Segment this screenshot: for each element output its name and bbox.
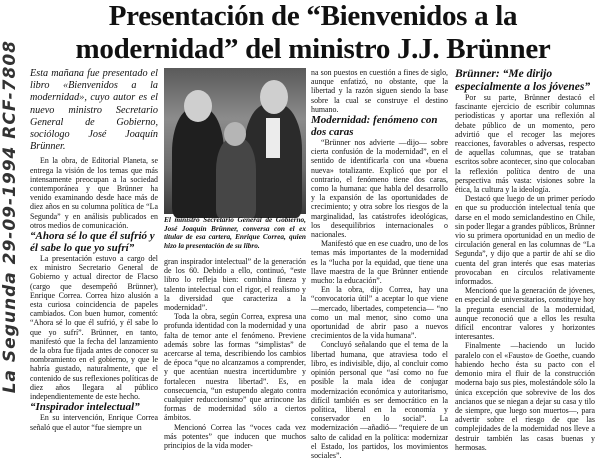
paragraph: “Brünner nos advierte —dijo— sobre cierta confusión de la modernidad”, en el sentido de identificarla con una «buena nueva» totalizante. Explicó que por el contrario, el fenómeno tiene dos caras, como la humana: que habla del desarrollo y la expansión de las oportunidades de crecimiento; y otra sobre los riesgos de la marginalidad, las catástrofes ideológicas, los desequilibrios internacionales o nacionales. bbox=[311, 138, 448, 240]
subheading: Brünner: “Me dirijo especialmente a los jóvenes” bbox=[455, 68, 591, 93]
article-column-4 bbox=[455, 68, 595, 452]
subheading: Modernidad: fenómeno con dos caras bbox=[311, 114, 438, 139]
archive-stamp-text: La Segunda 29-09-1994 RCF-7808 bbox=[0, 40, 20, 394]
archive-stamp bbox=[0, 40, 26, 448]
paragraph: Mencionó que la generación de jóvenes, en especial de universitarios, constituye hoy la pregunta esencial de la modernidad, aunque reconoció que a ellos les resulta difícil encontrar valores y horizontes interesantes. bbox=[455, 286, 595, 342]
paragraph: Por su parte, Brünner destacó el fascinante ejercicio de escribir columnas periodísticas y aportar una reflexión al debate público de un momento, pero advirtió que el recoger las mejores reacciones, favorables o adversas, respecto de aquellas columnas, que se trataban escritos sobre acontecer, sino que colocaban la reflexión política dentro de una perspectiva más vasta: visiones sobre la ética, la cultura y la ideología. bbox=[455, 93, 595, 195]
headline: Presentación de “Bienvenidos a la modernidad” del ministro J.J. Brünner bbox=[75, 0, 551, 65]
subheading: “Inspirador intelectual” bbox=[30, 401, 140, 414]
paragraph: En la obra, de Editorial Planeta, se entrega la visión de los temas que más intensamente preocupan a la sociedad contemporánea y que Brünner ha venido examinando desde hace más de diez años en su columna política de “La Segunda” y en análisis publicados en otros medios de comunicación. bbox=[30, 156, 158, 230]
paragraph: Mencionó Correa las “voces cada vez más potentes” que inducen que muchos principios de la vida moder- bbox=[164, 422, 306, 451]
paragraph: Destacó que luego de un primer período en que su producción intelectual tenía que darse en el modo semiclandestino en Chile, sin poder llegar a grandes públicos, Brünner vio su primera oportunidad en un medio de circulación general en las columnas de “La Segunda”, y dijo que a partir de ahí se dio cuenta del gran interés que esas materias provocaban en círculos relativamente informados. bbox=[455, 194, 595, 287]
paragraph: En su intervención, Enrique Correa señaló que el autor “fue siempre un bbox=[30, 413, 158, 432]
article-column-3 bbox=[311, 68, 448, 460]
paragraph: na son puestos en cuestión a fines de siglo, aunque enfatizó, no obstante, que la libertad y la razón siguen siendo la base sobre la cual se construye el destino humano. bbox=[311, 68, 448, 114]
article-photo bbox=[164, 68, 306, 214]
paragraph: La presentación estuvo a cargo del ex ministro Secretario General de Gobierno y actual director de Flacso (cargo que desempeñó Brünner), Enrique Correa. Correa hizo alusión a esta curiosa coincidencia de papeles cambiados. Con buen humor, comentó: “Ahora sé lo que él sufrió, y él sabe lo que yo sufrí”. Brünner, en tanto, manifestó que la fecha del lanzamiento de la obra fue fijada antes de conocer su nombramiento en el gobierno, y que le habría gustado, naturalmente, que el contenido de sus reflexiones políticas de diez años llegara al público independientemente de este hecho. bbox=[30, 254, 158, 402]
article-column-1 bbox=[30, 68, 158, 448]
paragraph: Finalmente —haciendo un lucido paralelo con el «Fausto» de Goethe, cuando habiendo hecho ésta su pacto con el demonio mira el fluir de la construcción moderna bajo sus pies, molestándole sólo la única excepción que sobrevive de los dos ancianos que se niegan a dejar su casa y tilo de siempre, que luego son muertos—, para advertir sobre el riesgo de que las complejidades de la modernidad nos lleve a destruir también las casas buenas y hermosas. bbox=[455, 341, 595, 452]
article-column-2 bbox=[164, 257, 306, 451]
subheading: “Ahora sé lo que él sufrió y él sabe lo que yo sufrí” bbox=[30, 230, 155, 255]
paragraph: Manifestó que en ese cuadro, uno de los temas más importantes de la modernidad es la “lucha por la equidad, que tiene una llave maestra de la que Brünner entiende mucho: la educación”. bbox=[311, 239, 448, 286]
paragraph: En la obra, dijo Correa, hay una “convocatoria útil” a aceptar lo que viene —mercado, libertades, competencia— “no como un mal menor, sino como una oportunidad de abrir paso a nuevos crecimientos de la vida humana”. bbox=[311, 285, 448, 341]
photo-caption: El ministro Secretario General de Gobierno, José Joaquín Brünner, conversa con el ex titular de esa cartera, Enrique Correa, quien hizo la presentación de su libro. bbox=[164, 215, 306, 250]
paragraph: Toda la obra, según Correa, expresa una profunda identidad con la modernidad y una falta de temor ante el fenómeno. Previene además sobre las formas “simplistas” de acercarse al tema, describiendo los cambios de época “que no alcanzamos a comprender, y que acentúan nuestra incertidumbre y fortalecen nuestra libertad”. Es, en consecuencia, “un estupendo alegato contra cualquier reduccionismo” que arrincone las formas de modernidad sólo a ciertos ámbitos. bbox=[164, 312, 306, 423]
paragraph: gran inspirador intelectual” de la generación de los 60. Debido a ello, continuó, “este libro lo refleja bien: combina fineza y talento intelectual con el rigor, el realismo y la diversidad que caracteriza a la modernidad”. bbox=[164, 257, 306, 313]
paragraph: Concluyó señalando que el tema de la libertad humana, que atraviesa todo el libro, es indivisible, dijo, al concluir como opinión personal que “así como no fue posible la mala idea de conjugar modernización económica y autoritarismo, difícil también es ser democrático en la política, liberal en la economía y conservador en lo social”. La modernización —añadió— “requiere de un salto de calidad en la política: modernizar el Estado, los partidos, los movimientos sociales”. bbox=[311, 340, 448, 460]
article-lead: Esta mañana fue presentado el libro «Bienvenidos a la modernidad», cuyo autor es el nuevo ministro Secretario General de Gobierno, sociólogo José Joaquín Brünner. bbox=[30, 68, 158, 153]
